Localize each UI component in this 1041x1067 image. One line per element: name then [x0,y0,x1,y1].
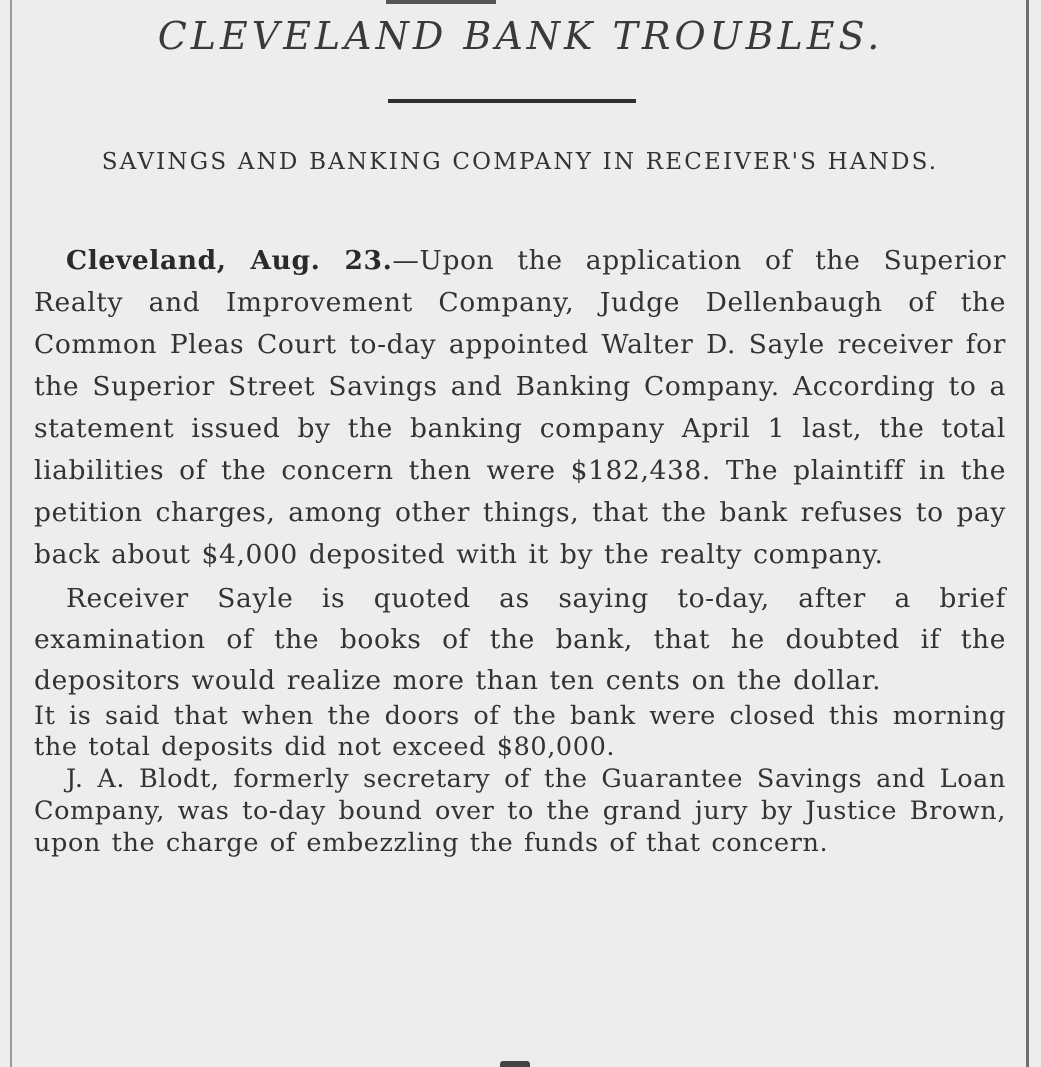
article-body [34,240,1006,859]
bottom-divider-stub [500,1061,530,1067]
top-divider-stub [386,0,496,4]
paragraph-1-text: —Upon the application of the Superior Realty and Improvement Company, Judge Dellenbaugh of the Common Pleas Court to-day appointed Walter D. Sayle receiver for the Superior Street Savings and Banking Company. According to a statement issued by the banking company April 1 last, the total liabilities of the concern then were $182,438. The plaintiff in the petition charges, among other things, that the bank refuses to pay back about $4,000 deposited with it by the realty company. [34,245,1007,570]
paragraph-3-text: It is said that when the doors of the bank were closed this morning the total deposits did not exceed $80,000. [34,701,1006,762]
dateline: Cleveland, Aug. 23. [66,245,393,276]
paragraph-2 [34,578,1006,701]
paragraph-2-text: Receiver Sayle is quoted as saying to-day, after a brief examination of the books of the bank, that he doubted if the depositors would realize more than ten cents on the dollar. [34,583,1006,696]
paragraph-3 [34,701,1006,763]
left-column-rule [10,0,12,1067]
headline: CLEVELAND BANK TROUBLES. [157,14,884,58]
subheadline: SAVINGS AND BANKING COMPANY IN RECEIVER'S HANDS. [101,149,939,175]
paragraph-4 [34,763,1006,859]
paragraph-4-text: J. A. Blodt, formerly secretary of the Guarantee Savings and Loan Company, was to-day bound over to the grand jury by Justice Brown, upon the charge of embezzling the funds of that concern. [34,764,1006,858]
right-column-rule [1026,0,1029,1067]
headline-separator-rule [388,99,636,103]
paragraph-1 [34,240,1006,576]
